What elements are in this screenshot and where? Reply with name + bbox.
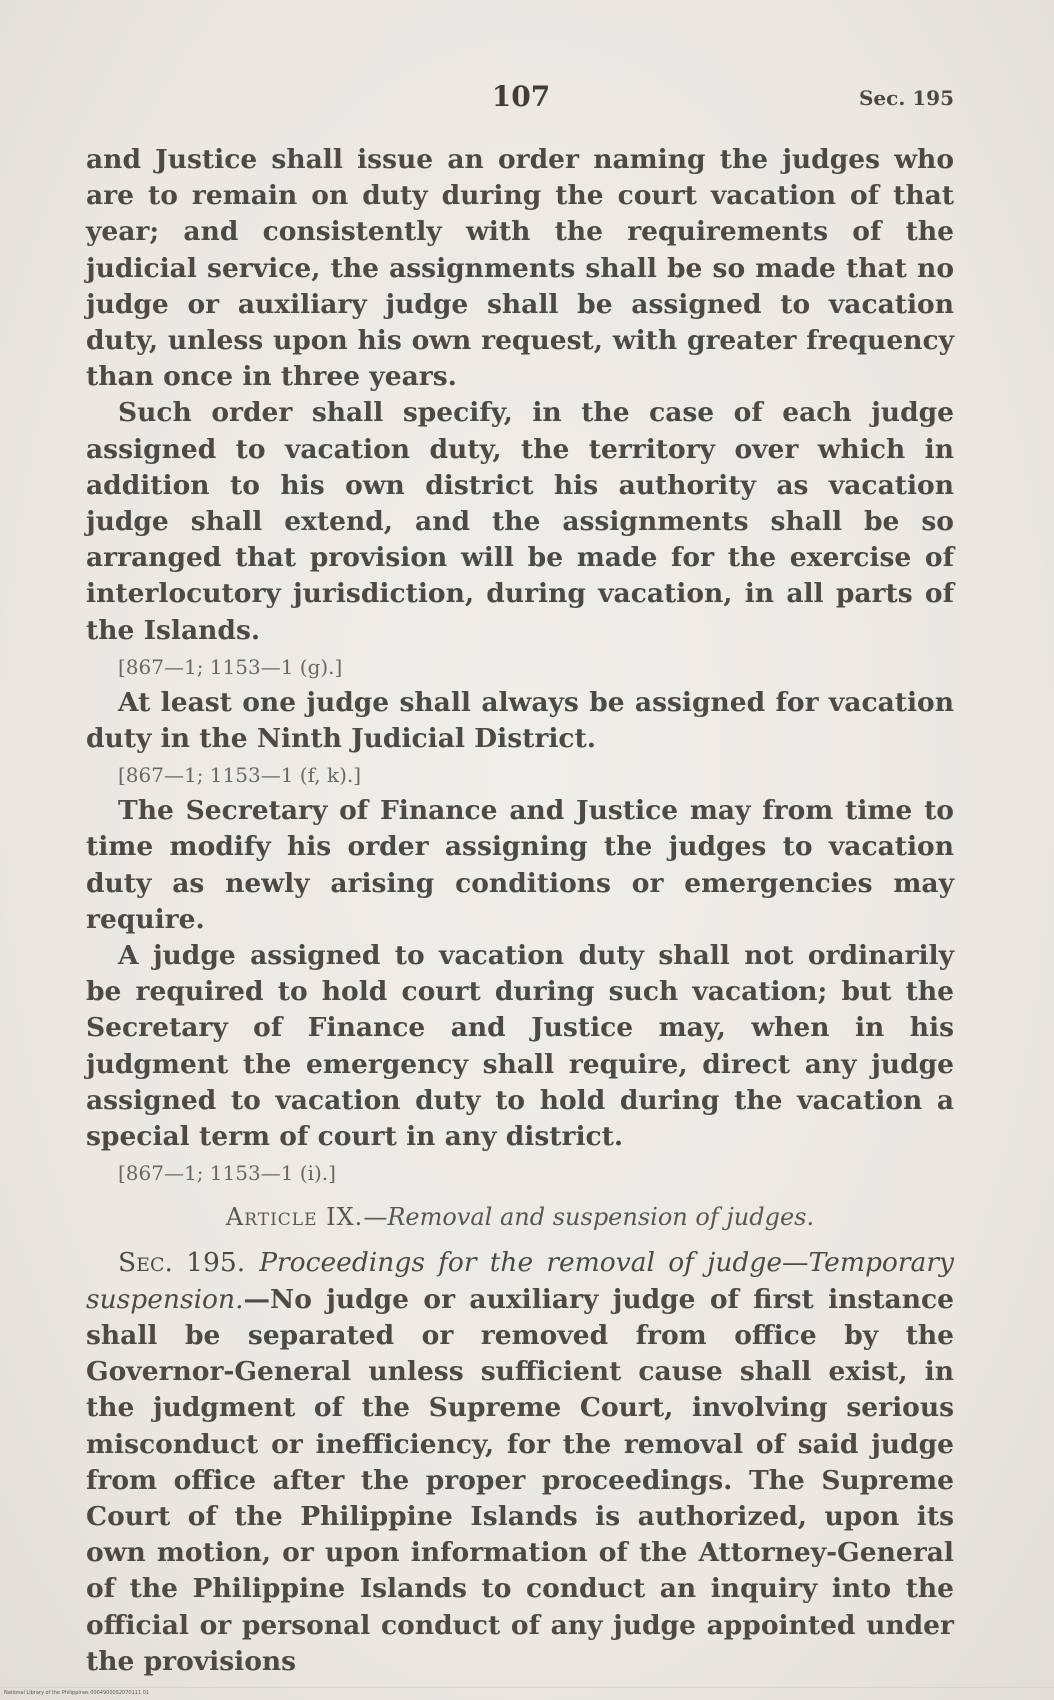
citation: [867—1; 1153—1 (g).] xyxy=(118,654,343,679)
section-title: Proceedings for the removal of judge—Temporary suspension. xyxy=(86,1247,954,1315)
citation: [867—1; 1153—1 (i).] xyxy=(118,1161,336,1186)
section-paragraph xyxy=(86,1245,954,1679)
section-label: Sec. 195. xyxy=(118,1247,246,1279)
running-section-reference: Sec. 195 xyxy=(858,86,954,110)
citation: [867—1; 1153—1 (f, k).] xyxy=(118,763,362,788)
article-label: Article IX. xyxy=(225,1203,364,1232)
paragraph: The Secretary of Finance and Justice may from time to time modify his order assigning the judges to vacation duty as newly arising conditions or emergencies may require. xyxy=(86,795,954,935)
footer-divider xyxy=(0,1687,1054,1688)
paragraph: At least one judge shall always be assigned for vacation duty in the Ninth Judicial District. xyxy=(86,686,954,755)
article-title: —Removal and suspension of judges. xyxy=(363,1203,815,1232)
page-number: 107 xyxy=(491,80,551,113)
page-header xyxy=(88,78,954,118)
article-heading xyxy=(86,1199,954,1235)
archive-stamp: National Library of the Philippines 00649000S2070111 01 xyxy=(4,1690,150,1696)
paragraph: Such order shall specify, in the case of each judge assigned to vacation duty, the territory over which in addition to his own district his authority as vacation judge shall extend, and the assignments shall be so arranged that provision will be made for the exercise of interlocutory jurisdiction, during vacation, in all parts of the Islands. xyxy=(86,397,954,646)
page-body xyxy=(86,142,954,1680)
paragraph: A judge assigned to vacation duty shall not ordinarily be required to hold court during such vacation; but the Secretary of Finance and Justice may, when in his judgment the emergency shall require, direct any judge assigned to vacation duty to hold during the vacation a special term of court in any district. xyxy=(86,940,954,1153)
paragraph: and Justice shall issue an order naming the judges who are to remain on duty during the court vacation of that year; and consistently with the requirements of the judicial service, the assignments shall be so made that no judge or auxiliary judge shall be assigned to vacation duty, unless upon his own request, with greater frequency than once in three years. xyxy=(86,144,954,393)
section-text: —No judge or auxiliary judge of first instance shall be separated or removed from office by the Governor-General unless sufficient cause shall exist, in the judgment of the Supreme Court, involving serious misconduct or inefficiency, for the removal of said judge from office after the proper proceedings. The Supreme Court of the Philippine Islands is authorized, upon its own motion, or upon information of the Attorney-General of the Philippine Islands to conduct an inquiry into the official or personal conduct of any judge appointed under the provisions xyxy=(86,1283,954,1677)
